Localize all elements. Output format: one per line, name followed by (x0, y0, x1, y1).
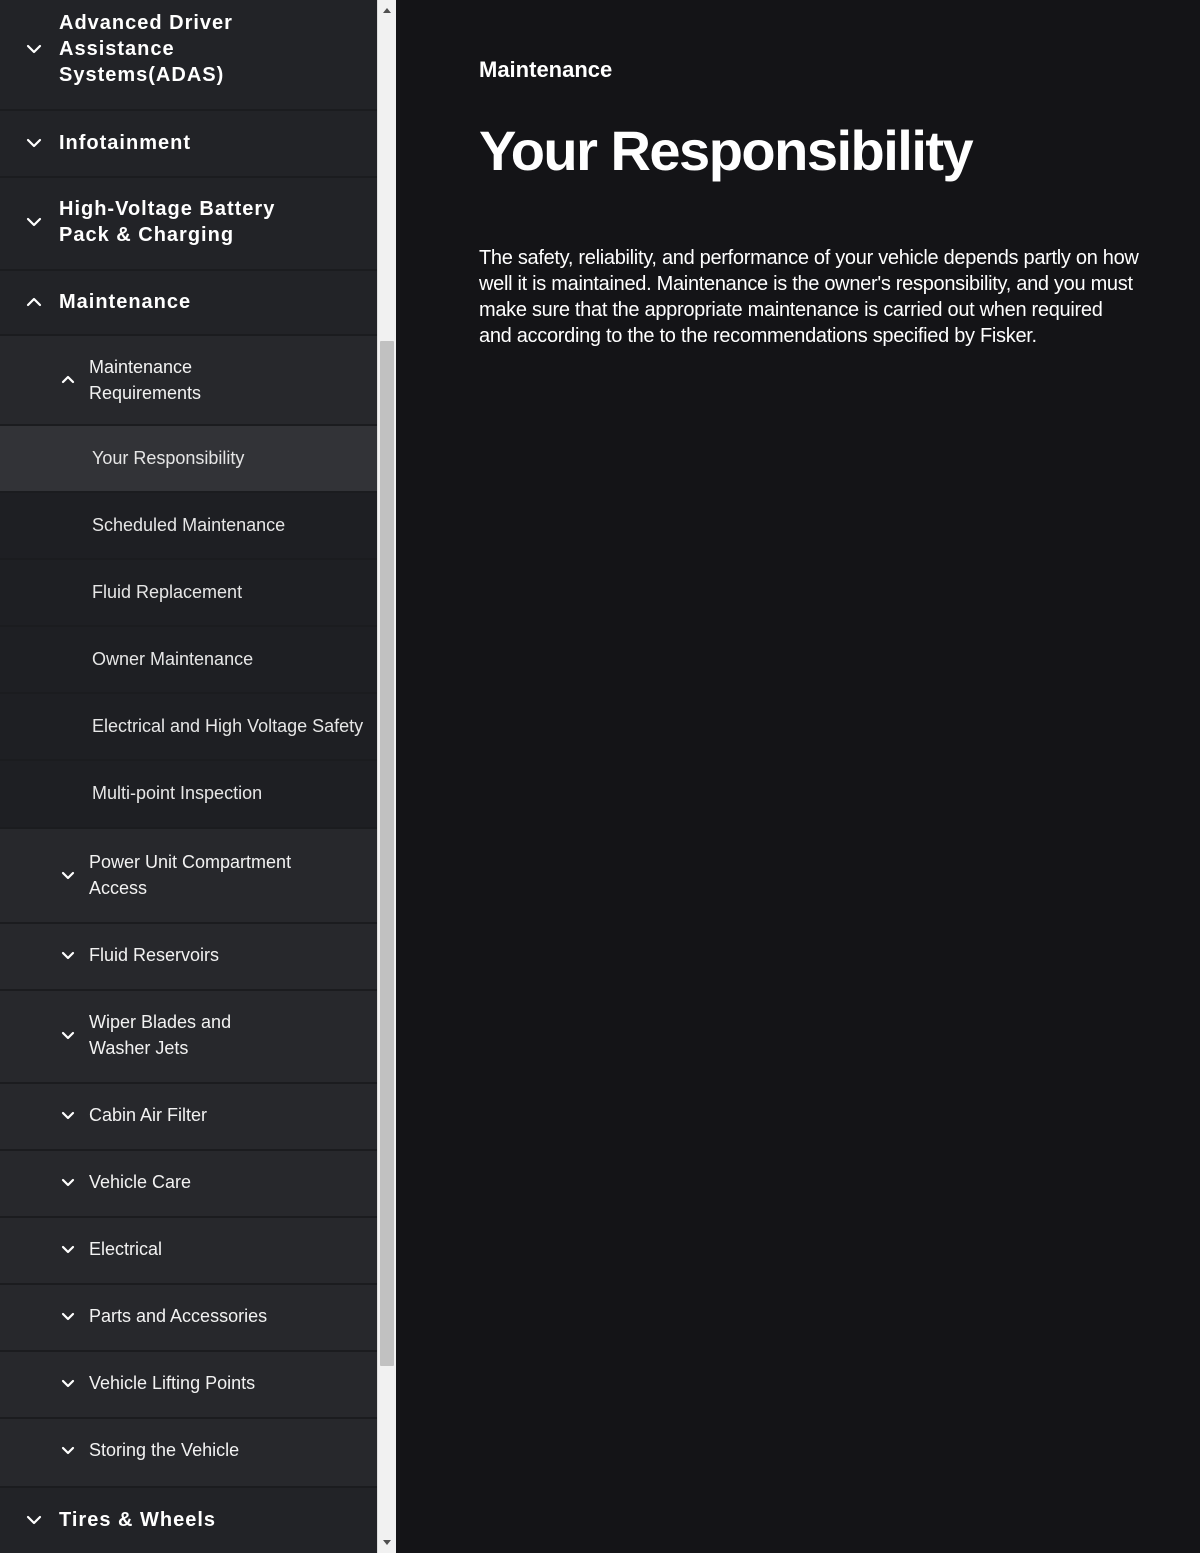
main-content (396, 0, 1200, 1553)
chevron-down-icon (25, 134, 43, 152)
sidebar-item-your-responsibility[interactable] (0, 426, 377, 493)
sidebar-item-label: Vehicle Care (89, 1172, 192, 1192)
sidebar-item-label: Electrical and High Voltage Safety (92, 716, 364, 736)
sidebar-item-adas[interactable] (0, 0, 377, 111)
sidebar-item-label: Infotainment (59, 132, 191, 154)
sidebar-item-label: Owner Maintenance (92, 649, 254, 669)
chevron-down-icon (25, 213, 43, 231)
chevron-down-icon (59, 1173, 77, 1191)
chevron-down-icon (59, 866, 77, 884)
scroll-down-arrow-icon[interactable] (378, 1534, 396, 1552)
sidebar-item-tires-wheels[interactable] (0, 1488, 377, 1553)
sidebar-item-label: Maintenance Requirements (89, 357, 202, 403)
chevron-up-icon (25, 293, 43, 311)
sidebar-item-wiper-blades[interactable] (0, 991, 377, 1084)
sidebar-item-vehicle-lifting-points[interactable] (0, 1352, 377, 1419)
sidebar-item-label: Vehicle Lifting Points (89, 1373, 256, 1393)
sidebar-item-label: Storing the Vehicle (89, 1440, 240, 1460)
sidebar-item-owner-maintenance[interactable] (0, 627, 377, 694)
sidebar-item-infotainment[interactable] (0, 111, 377, 178)
page-title: Your Responsibility (479, 119, 973, 182)
sidebar-item-label: Tires & Wheels (59, 1509, 217, 1531)
sidebar-item-storing-vehicle[interactable] (0, 1419, 377, 1488)
sidebar-item-label: Fluid Reservoirs (89, 945, 220, 965)
sidebar-item-multipoint-inspection[interactable] (0, 761, 377, 829)
sidebar-item-scheduled-maintenance[interactable] (0, 493, 377, 560)
sidebar-item-label: Parts and Accessories (89, 1306, 268, 1326)
scrollbar-thumb[interactable] (380, 341, 394, 1366)
sidebar-item-parts-accessories[interactable] (0, 1285, 377, 1352)
sidebar-item-label: Wiper Blades and Washer Jets (89, 1012, 232, 1058)
sidebar-item-label: Fluid Replacement (92, 582, 243, 602)
chevron-up-icon (59, 371, 77, 389)
chevron-down-icon (25, 40, 43, 58)
sidebar-item-high-voltage[interactable] (0, 178, 377, 271)
sidebar-item-label: Multi-point Inspection (92, 783, 263, 803)
sidebar-item-electrical[interactable] (0, 1218, 377, 1285)
sidebar-item-label: Maintenance (59, 291, 192, 313)
sidebar-item-electrical-hv-safety[interactable] (0, 694, 377, 761)
chevron-down-icon (25, 1511, 43, 1529)
sidebar-item-cabin-air-filter[interactable] (0, 1084, 377, 1151)
sidebar-nav (0, 0, 377, 1553)
sidebar-item-label: Your Responsibility (92, 448, 245, 468)
sidebar-item-maintenance[interactable] (0, 271, 377, 336)
sidebar-item-fluid-replacement[interactable] (0, 560, 377, 627)
chevron-down-icon (59, 946, 77, 964)
chevron-down-icon (59, 1240, 77, 1258)
sidebar-item-maintenance-requirements[interactable] (0, 336, 377, 426)
sidebar-item-label: High-Voltage Battery Pack & Charging (59, 198, 276, 246)
scroll-up-arrow-icon[interactable] (378, 1, 396, 19)
sidebar-item-label: Advanced Driver Assistance Systems(ADAS) (59, 12, 233, 86)
sidebar-item-vehicle-care[interactable] (0, 1151, 377, 1218)
sidebar-item-label: Scheduled Maintenance (92, 515, 286, 535)
chevron-down-icon (59, 1307, 77, 1325)
chevron-down-icon (59, 1374, 77, 1392)
sidebar-item-fluid-reservoirs[interactable] (0, 924, 377, 991)
chevron-down-icon (59, 1441, 77, 1459)
sidebar-item-label: Electrical (89, 1239, 163, 1259)
sidebar-item-power-unit-access[interactable] (0, 829, 377, 924)
chevron-down-icon (59, 1026, 77, 1044)
sidebar-item-label: Cabin Air Filter (89, 1105, 208, 1125)
breadcrumb[interactable]: Maintenance (479, 57, 613, 82)
sidebar-scrollbar[interactable] (377, 0, 396, 1553)
body-paragraph: The safety, reliability, and performance of your vehicle depends partly on how well it is maintained. Maintenance is the owner's responsibility, and you must make sure that the appropriate maintenance is carried out when required and according to the to the recommendations specified by Fisker. (479, 247, 1139, 347)
chevron-down-icon (59, 1106, 77, 1124)
sidebar-item-label: Power Unit Compartment Access (89, 852, 292, 898)
